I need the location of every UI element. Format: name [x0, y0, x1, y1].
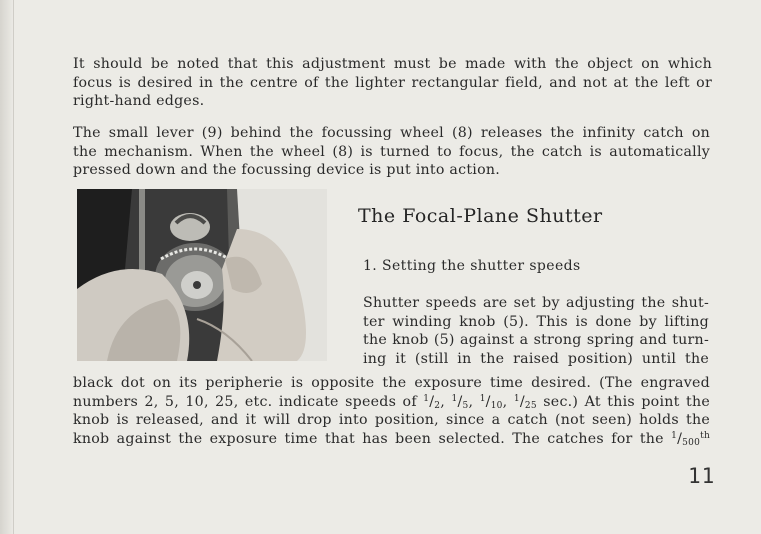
paragraph-infinity-catch: [73, 124, 710, 180]
text-line: pressed down and the focussing device is put into action.: [73, 162, 501, 179]
fraction-denominator: 2: [434, 400, 441, 411]
text-line: black dot on its peripherie is opposite the exposure time desired. (The engraved: [73, 375, 710, 391]
text-line: Shutter speeds are set by adjusting the shut-: [363, 295, 709, 311]
fraction-numerator: 1: [451, 393, 458, 404]
text-fragment: numbers 2, 5, 10, 25, etc. indicate speeds of: [73, 393, 424, 410]
fraction-denominator: 10: [490, 400, 503, 411]
text-line: knob is released, and it will drop into position, since a catch (not seen) holds the: [73, 412, 710, 429]
text-fragment: sec.) At this point the: [536, 393, 710, 410]
paragraph-adjustment-note: [73, 55, 712, 111]
fraction-denominator: 500: [682, 437, 701, 448]
text-fragment: knob against the exposure time that has been selected. The catches for the: [73, 430, 672, 447]
shutter-knob-photo: [77, 189, 327, 361]
paragraph-exposure-time: [73, 374, 710, 448]
fraction-denominator: 25: [524, 400, 537, 411]
text-line: the knob (5) against a strong spring and turn-: [363, 332, 709, 349]
fraction-denominator: 5: [462, 400, 469, 411]
text-line: right-hand edges.: [73, 93, 205, 110]
text-line: ing it (still in the raised position) until the: [363, 350, 709, 367]
text-line: It should be noted that this adjustment must be made with the object on which: [73, 56, 712, 72]
sub-heading: 1. Setting the shutter speeds: [363, 258, 581, 274]
text-line: focus is desired in the centre of the lighter rectangular field, and not at the left or: [73, 74, 712, 91]
fraction-numerator: 1: [513, 393, 520, 404]
section-heading: The Focal-Plane Shutter: [358, 205, 603, 227]
page-binding-edge: [0, 0, 14, 534]
fraction-suffix: th: [700, 430, 710, 441]
text-line: The small lever (9) behind the focussing wheel (8) releases the infinity catch on: [73, 125, 710, 141]
text-line-speeds: numbers 2, 5, 10, 25, etc. indicate speeds of $^1/_2$, $^1/_5$, $^1/_{10}$, $^1/_{25}$ sec.) At this point the: [73, 393, 710, 411]
fraction-numerator: 1: [423, 393, 430, 404]
paragraph-shutter-speeds: [363, 294, 709, 368]
text-line: ter winding knob (5). This is done by lifting: [363, 313, 709, 330]
page-number: 11: [688, 464, 716, 488]
text-line-catches: knob against the exposure time that has been selected. The catches for the $^1/_{500}^{th}$: [73, 430, 710, 448]
fraction-numerator: 1: [479, 393, 486, 404]
fraction-numerator: 1: [671, 430, 678, 441]
text-line: the mechanism. When the wheel (8) is turned to focus, the catch is automatically: [73, 143, 710, 160]
